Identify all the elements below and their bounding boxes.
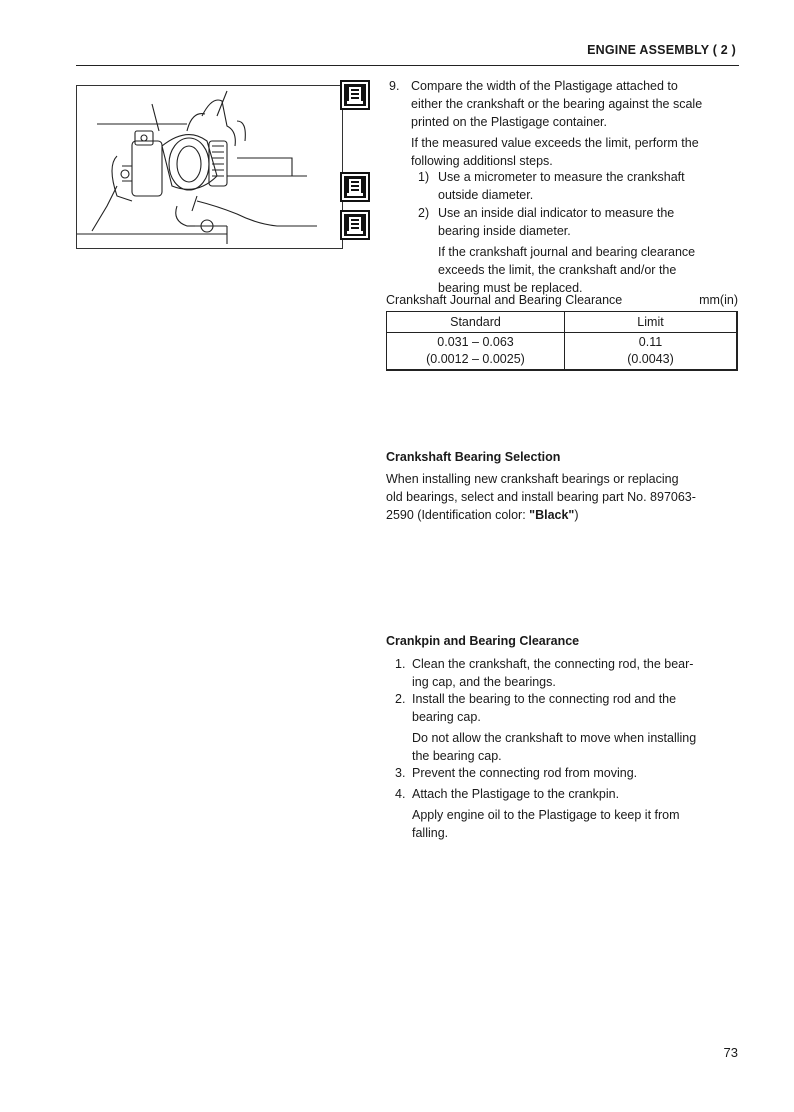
- step-number: 3.: [395, 766, 406, 780]
- substep-note-line: If the crankshaft journal and bearing clearance: [438, 245, 696, 259]
- substep-note-line: bearing must be replaced.: [438, 281, 583, 295]
- step-note-line: Do not allow the crankshaft to move when installing: [412, 731, 697, 745]
- service-tool-icon: [340, 80, 370, 110]
- paragraph-line: old bearings, select and install bearing part No. 897063-: [386, 490, 696, 504]
- step-number: 2.: [395, 692, 406, 706]
- service-tool-icon: [340, 210, 370, 240]
- limit-value-mm: 0.11: [638, 335, 663, 349]
- spec-table-unit: mm(in): [699, 293, 738, 307]
- substep-number: 1): [418, 170, 430, 184]
- step-text-line: Compare the width of the Plastigage attached to: [411, 79, 678, 93]
- table-header-standard: Standard: [387, 312, 565, 333]
- page-header-title: ENGINE ASSEMBLY ( 2 ): [587, 43, 736, 57]
- limit-value-cell: [565, 333, 738, 371]
- service-tool-icon: [340, 172, 370, 202]
- standard-value-in: (0.0012 – 0.0025): [426, 352, 525, 366]
- step-note-line: following additionsl steps.: [411, 154, 553, 168]
- spec-table-caption: [386, 293, 738, 307]
- standard-value-mm: 0.031 – 0.063: [437, 335, 514, 349]
- step-text-line: Attach the Plastigage to the crankpin.: [412, 787, 620, 801]
- spec-table-title: Crankshaft Journal and Bearing Clearance: [386, 293, 623, 307]
- bearing-selection-paragraph: [386, 470, 738, 524]
- standard-value-cell: [387, 333, 565, 371]
- paragraph-line: When installing new crankshaft bearings or replacing: [386, 472, 679, 486]
- step-note-line: If the measured value exceeds the limit, perform the: [411, 136, 699, 150]
- step-number: 4.: [395, 787, 406, 801]
- page-number: 73: [723, 1045, 738, 1060]
- header-divider: [76, 65, 739, 66]
- substep-text-line: outside diameter.: [438, 188, 534, 202]
- step-text-line: bearing cap.: [412, 710, 481, 724]
- substep-number: 2): [418, 206, 430, 220]
- step-number: 9.: [389, 79, 400, 93]
- step-note-line: Apply engine oil to the Plastigage to keep it from: [412, 808, 680, 822]
- paragraph-text: 2590 (Identification color:: [386, 508, 530, 522]
- bearing-selection-heading: Crankshaft Bearing Selection: [386, 450, 561, 464]
- step-text-line: either the crankshaft or the bearing against the scale: [411, 97, 703, 111]
- step-note-line: falling.: [412, 826, 449, 840]
- step-number: 1.: [395, 657, 406, 671]
- step-text-line: Prevent the connecting rod from moving.: [412, 766, 638, 780]
- substep-text-line: Use a micrometer to measure the crankshaft: [438, 170, 685, 184]
- limit-value-in: (0.0043): [627, 352, 674, 366]
- table-header-limit: Limit: [565, 312, 738, 333]
- paragraph-text: ): [574, 508, 579, 522]
- step-text-line: Install the bearing to the connecting rod and the: [412, 692, 677, 706]
- step-note-line: the bearing cap.: [412, 749, 502, 763]
- substep-note-line: exceeds the limit, the crankshaft and/or the: [438, 263, 677, 277]
- table-header-row: [387, 312, 738, 333]
- step-text-line: ing cap, and the bearings.: [412, 675, 556, 689]
- clearance-spec-table: [386, 311, 738, 371]
- step-text-line: printed on the Plastigage container.: [411, 115, 607, 129]
- substep-text-line: Use an inside dial indicator to measure the: [438, 206, 675, 220]
- substep-text-line: bearing inside diameter.: [438, 224, 571, 238]
- step-text-line: Clean the crankshaft, the connecting rod, the bear-: [412, 657, 694, 671]
- crankshaft-measurement-figure: [76, 85, 343, 249]
- identification-color: "Black": [529, 508, 575, 522]
- table-row: [387, 333, 738, 371]
- crankpin-heading: Crankpin and Bearing Clearance: [386, 634, 580, 648]
- crankshaft-illustration-icon: [77, 86, 342, 248]
- paragraph-line: [386, 506, 738, 524]
